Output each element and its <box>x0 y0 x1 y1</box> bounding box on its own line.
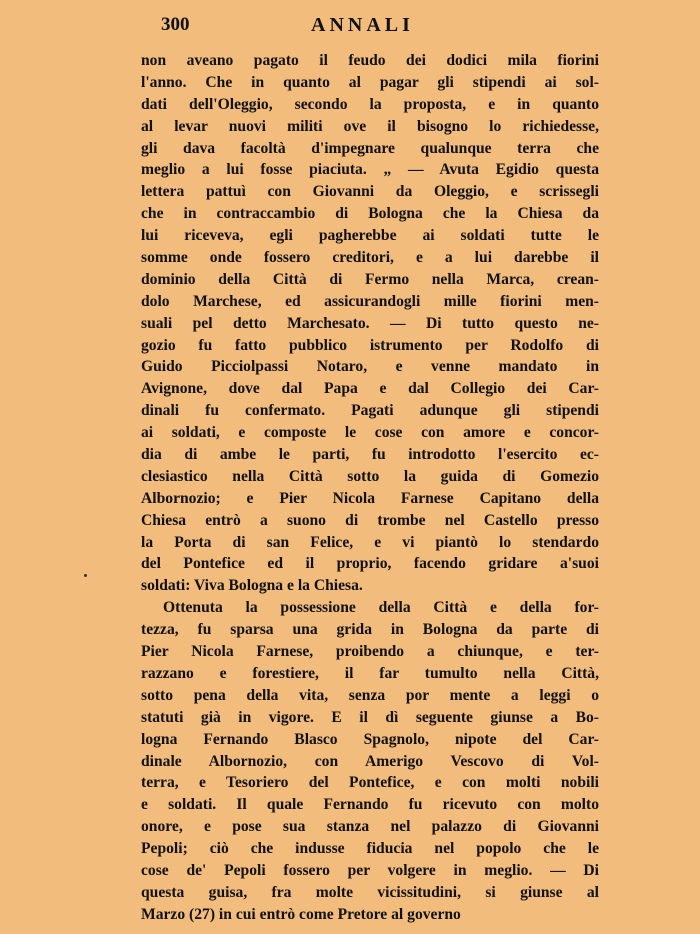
text-line: Avignone, dove dal Papa e dal Collegio dei Car- <box>141 380 599 398</box>
text-line: statuti già in vigore. E il dì seguente giunse a Bo- <box>141 708 599 726</box>
text-line: onore, e pose sua stanza nel palazzo di Giovanni <box>141 818 599 836</box>
text-line: soldati: Viva Bologna e la Chiesa. <box>141 577 363 595</box>
text-line: lui riceveva, egli pagherebbe ai soldati tutte le <box>141 227 599 245</box>
text-line: dati dell'Oleggio, secondo la proposta, e in quanto <box>141 95 599 113</box>
text-line: Pepoli; ciò che indusse fiducia nel popolo che le <box>141 840 599 858</box>
text-line: Ottenuta la possessione della Città e della for- <box>163 599 599 617</box>
text-line: logna Fernando Blasco Spagnolo, nipote del Car- <box>141 730 599 748</box>
text-line: somme onde fossero creditori, e a lui darebbe il <box>141 249 599 267</box>
text-line: dinali fu confermato. Pagati adunque gli stipendi <box>141 402 599 420</box>
text-line: gli dava facoltà d'impegnare qualunque terra che <box>141 139 599 157</box>
page-number: 300 <box>161 14 190 35</box>
text-line: suali pel detto Marchesato. — Di tutto questo ne- <box>141 314 599 332</box>
text-line: clesiastico nella Città sotto la guida di Gomezio <box>141 467 599 485</box>
text-line: lettera pattuì con Giovanni da Oleggio, e scrissegli <box>141 183 599 201</box>
text-line: dominio della Città di Fermo nella Marca, crean- <box>141 270 599 288</box>
text-line: non aveano pagato il feudo dei dodici mila fiorini <box>141 52 599 69</box>
text-line: del Pontefice ed il proprio, facendo gridare a'suoi <box>141 555 599 573</box>
text-line: Chiesa entrò a suono di trombe nel Castello presso <box>141 511 599 529</box>
text-line: meglio a lui fosse piaciuta. „ — Avuta Egidio questa <box>141 161 599 179</box>
page-header <box>141 12 599 42</box>
text-line: dia di ambe le parti, fu introdotto l'esercito ec- <box>141 446 599 464</box>
text-line: sotto pena della vita, senza por mente a leggi o <box>141 686 599 704</box>
text-line: Guido Picciolpassi Notaro, e venne mandato in <box>141 358 599 376</box>
text-line: Marzo (27) in cui entrò come Pretore al governo <box>141 905 461 923</box>
text-line: Pier Nicola Farnese, proibendo a chiunque, e ter- <box>141 643 599 661</box>
running-title: ANNALI <box>311 14 414 36</box>
text-line: razzano e forestiere, il far tumulto nella Città, <box>141 664 599 682</box>
text-line: questa guisa, fra molte vicissitudini, si giunse al <box>141 883 599 901</box>
text-line: gozio fu fatto pubblico istrumento per Rodolfo di <box>141 336 599 354</box>
paragraph <box>141 597 599 925</box>
text-line: Albornozio; e Pier Nicola Farnese Capitano della <box>141 489 599 507</box>
paragraph <box>141 50 599 597</box>
specks <box>84 574 87 577</box>
text-line: ai soldati, e composte le cose con amore e concor- <box>141 424 599 442</box>
text-line: cose de' Pepoli fossero per volgere in meglio. — Di <box>141 861 599 879</box>
text-line: tezza, fu sparsa una grida in Bologna da parte di <box>141 621 599 639</box>
text-line: l'anno. Che in quanto al pagar gli stipendi ai sol- <box>141 73 599 91</box>
text-line: dinale Albornozio, con Amerigo Vescovo di Vol- <box>141 752 599 770</box>
text-line: dolo Marchese, ed assicurandogli mille fiorini men- <box>141 292 599 310</box>
text-line: terra, e Tesoriero del Pontefice, e con molti nobili <box>141 774 599 792</box>
text-line: e soldati. Il quale Fernando fu ricevuto con molto <box>141 796 599 814</box>
body-text <box>141 50 599 926</box>
text-line: la Porta di san Felice, e vi piantò lo stendardo <box>141 533 599 551</box>
text-line: al levar nuovi militi ove il bisogno lo richiedesse, <box>141 117 599 135</box>
text-line: che in contraccambio di Bologna che la Chiesa da <box>141 205 599 223</box>
